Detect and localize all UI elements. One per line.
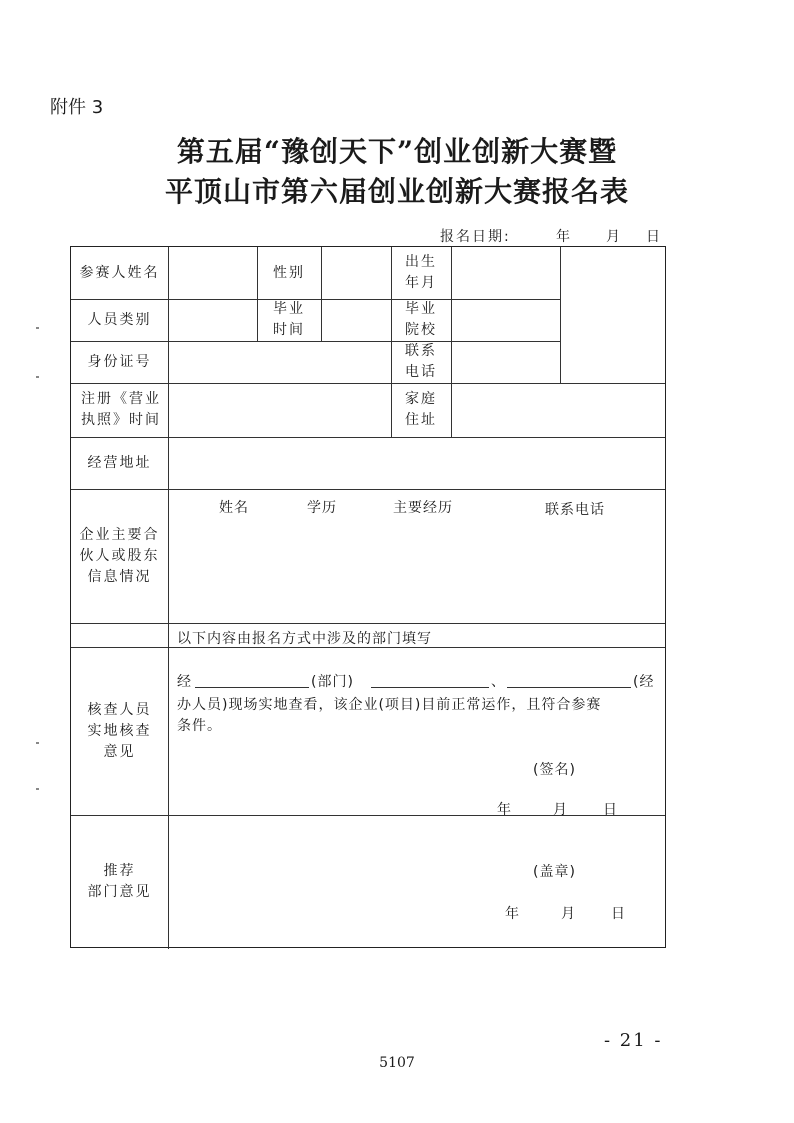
verify-line-3: 条件。 — [177, 718, 222, 734]
birth-date-label: 出生 年月 — [405, 254, 437, 291]
title-line-2: 平顶山市第六届创业创新大赛报名表 — [164, 175, 629, 208]
graduation-school-label: 毕业 院校 — [405, 301, 437, 338]
scan-speck — [36, 788, 39, 790]
recommend-month: 月 — [561, 906, 576, 922]
row-divider — [71, 623, 665, 624]
verify-tail: (经 — [633, 674, 655, 690]
registration-form — [70, 246, 666, 948]
contact-phone-label: 联系 电话 — [405, 343, 437, 380]
recommend-day: 日 — [611, 906, 626, 922]
partner-col-experience: 主要经历 — [393, 500, 453, 516]
scan-speck — [36, 327, 39, 329]
scan-speck — [36, 376, 39, 378]
page-number: - 21 - — [604, 1030, 663, 1051]
column-divider — [451, 247, 452, 437]
home-address-label: 家庭 住址 — [405, 391, 437, 428]
registration-date-month: 月 — [606, 229, 622, 245]
partner-col-education: 学历 — [307, 500, 337, 516]
registration-date-year: 年 — [556, 229, 572, 245]
verify-department: (部门) — [311, 674, 354, 690]
license-time-label: 注册《营业 执照》时间 — [81, 391, 161, 428]
document-code: 5107 — [379, 1055, 415, 1071]
id-number-label: 身份证号 — [87, 353, 152, 370]
column-divider — [560, 247, 561, 383]
recommend-label: 推荐 部门意见 — [87, 863, 152, 900]
department-note: 以下内容由报名方式中涉及的部门填写 — [177, 631, 432, 647]
recommend-year: 年 — [505, 906, 520, 922]
registration-date-day: 日 — [646, 229, 662, 245]
verification-label: 核查人员 实地核查 意见 — [87, 701, 152, 760]
verify-blank-person-1 — [371, 687, 489, 688]
attachment-label: 附件 3 — [50, 97, 104, 118]
scan-speck — [36, 742, 39, 744]
verify-separator: 、 — [491, 674, 506, 690]
recommend-seal: (盖章) — [533, 864, 576, 880]
column-divider — [321, 247, 322, 341]
verify-prefix: 经 — [177, 674, 192, 690]
gender-label: 性别 — [273, 264, 305, 281]
registration-date-label: 报名日期: — [440, 229, 511, 245]
verify-blank-person-2 — [507, 687, 631, 688]
title-line-1: 第五届“豫创天下”创业创新大赛暨 — [176, 135, 618, 168]
verify-sign: (签名) — [533, 762, 576, 778]
verify-blank-department — [195, 687, 309, 688]
verify-day: 日 — [603, 802, 618, 818]
partner-col-phone: 联系电话 — [545, 502, 605, 518]
partner-col-name: 姓名 — [219, 500, 249, 516]
person-type-label: 人员类别 — [87, 311, 152, 328]
verify-month: 月 — [553, 802, 568, 818]
business-address-label: 经营地址 — [87, 454, 152, 471]
participant-name-label: 参赛人姓名 — [79, 264, 160, 281]
partners-info-label: 企业主要合 伙人或股东 信息情况 — [79, 526, 160, 585]
graduation-time-label: 毕业 时间 — [273, 301, 305, 338]
verify-year: 年 — [497, 802, 512, 818]
column-divider — [168, 247, 169, 949]
verify-line-2: 办人员)现场实地查看，该企业(项目)目前正常运作，且符合参赛 — [177, 697, 602, 713]
